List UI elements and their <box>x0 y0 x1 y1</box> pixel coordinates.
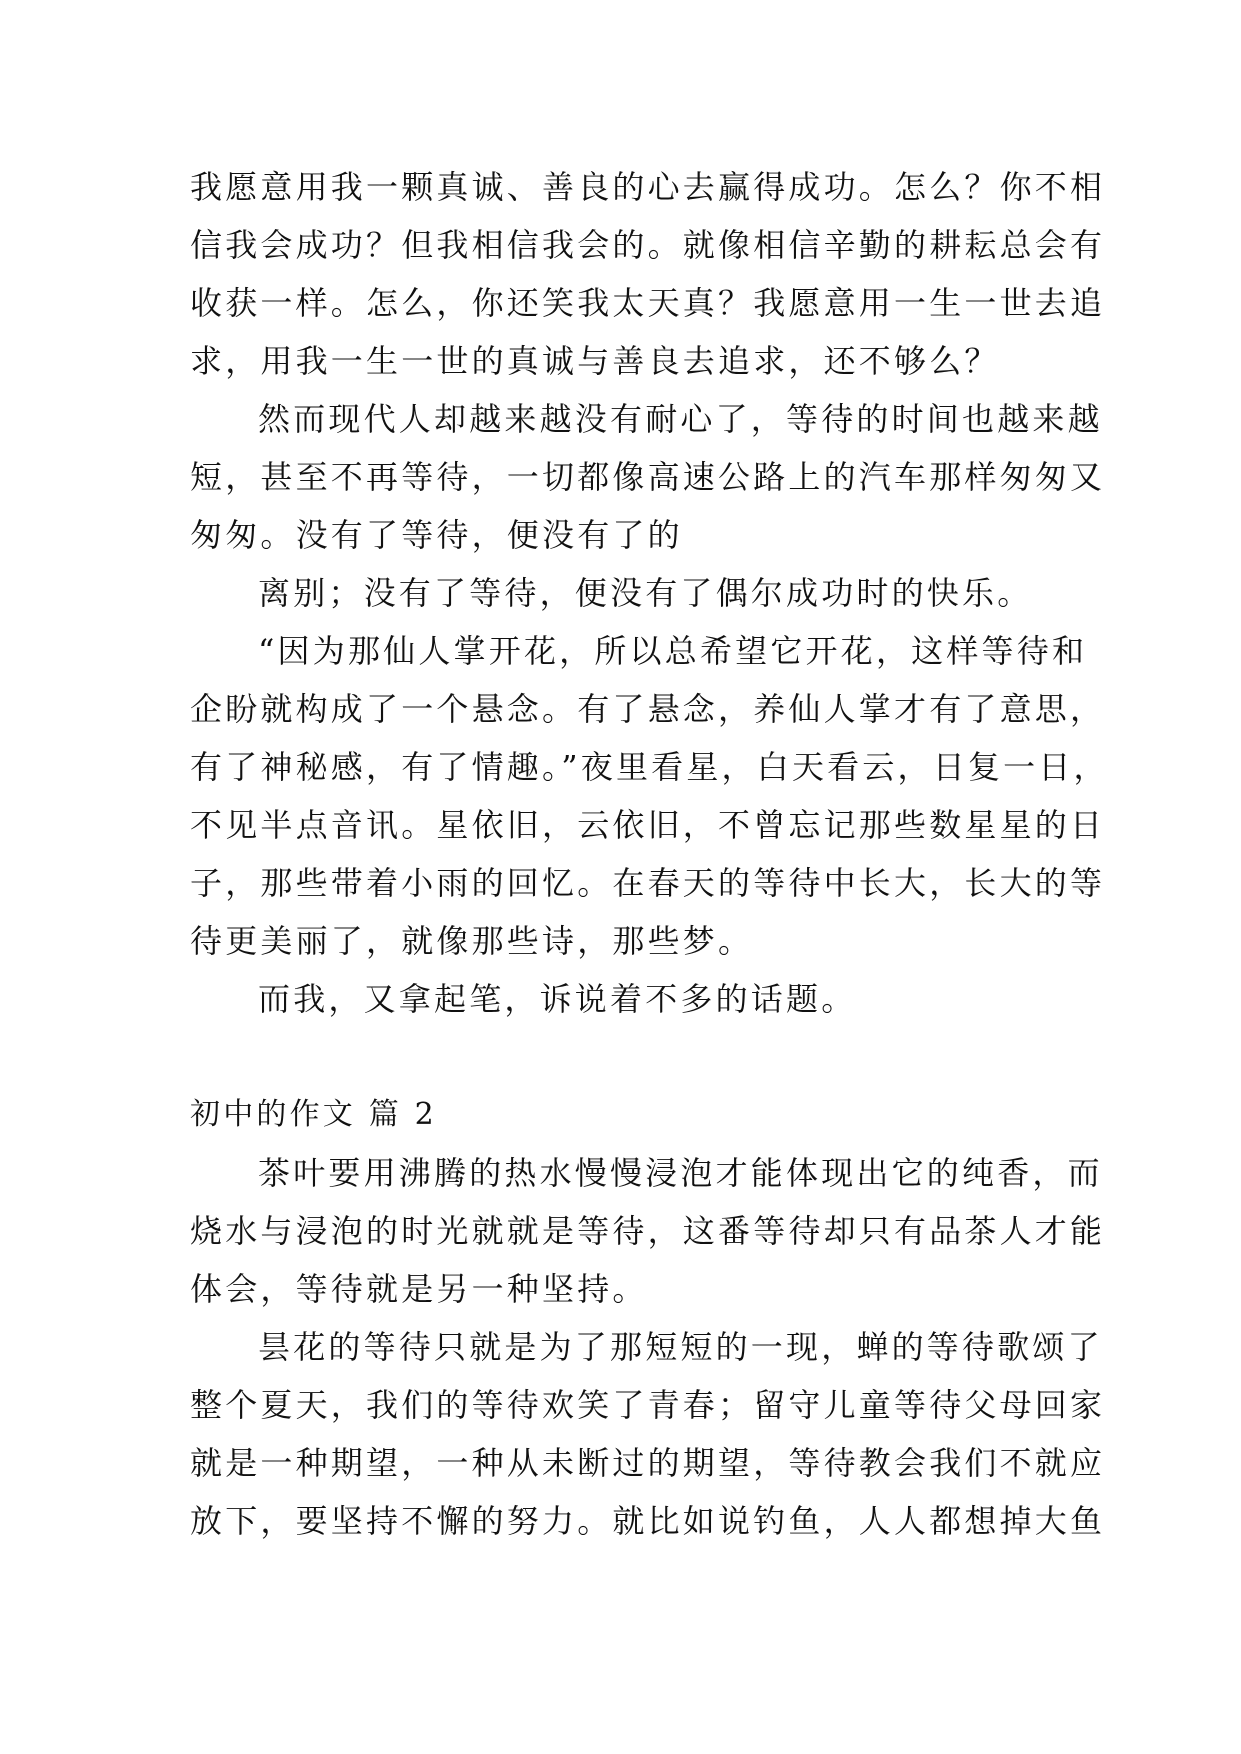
text-line: “因为那仙人掌开花，所以总希望它开花，这样等待和 <box>258 632 1088 670</box>
text-line: 子，那些带着小雨的回忆。在春天的等待中长大，长大的等 <box>190 864 1106 902</box>
text-line: 企盼就构成了一个悬念。有了悬念，养仙人掌才有了意思， <box>190 690 1106 728</box>
paragraph <box>190 390 1106 564</box>
paragraph <box>190 622 1109 970</box>
text-line: 信我会成功？但我相信我会的。就像相信辛勤的耕耘总会有 <box>190 226 1106 264</box>
text-line: 匆匆。没有了等待，便没有了的 <box>190 516 683 554</box>
text-line: 昙花的等待只就是为了那短短的一现，蝉的等待歌颂了 <box>258 1328 1103 1366</box>
text-line: 体会，等待就是另一种坚持。 <box>190 1270 648 1308</box>
text-line: 不见半点音讯。星依旧，云依旧，不曾忘记那些数星星的日 <box>190 806 1106 844</box>
text-line: 待更美丽了，就像那些诗，那些梦。 <box>190 922 754 960</box>
text-line: 就是一种期望，一种从未断过的期望，等待教会我们不就应 <box>190 1444 1106 1482</box>
text-line: 整个夏天，我们的等待欢笑了青春；留守儿童等待父母回家 <box>190 1386 1106 1424</box>
text-line: 放下，要坚持不懈的努力。就比如说钓鱼，人人都想掉大鱼 <box>190 1502 1106 1540</box>
text-line: 有了神秘感，有了情趣。”夜里看星，白天看云，日复一日， <box>190 748 1109 786</box>
section-heading: 初中的作文 篇 2 <box>190 1097 437 1132</box>
paragraph <box>190 158 1106 390</box>
text-line: 求，用我一生一世的真诚与善良去追求，还不够么？ <box>190 342 1000 380</box>
text-line: 而我，又拿起笔，诉说着不多的话题。 <box>258 980 857 1018</box>
text-line: 茶叶要用沸腾的热水慢慢浸泡才能体现出它的纯香，而 <box>258 1154 1103 1192</box>
paragraph <box>190 564 1062 622</box>
paragraph <box>190 1318 1106 1550</box>
paragraph <box>190 970 1062 1028</box>
paragraph <box>190 1144 1106 1318</box>
section-spacer <box>190 1028 1062 1086</box>
text-line: 离别；没有了等待，便没有了偶尔成功时的快乐。 <box>258 574 1033 612</box>
text-line: 短，甚至不再等待，一切都像高速公路上的汽车那样匆匆又 <box>190 458 1106 496</box>
text-line: 我愿意用我一颗真诚、善良的心去赢得成功。怎么？你不相 <box>190 168 1106 206</box>
document-body <box>190 158 1109 1550</box>
text-line: 然而现代人却越来越没有耐心了，等待的时间也越来越 <box>258 400 1103 438</box>
text-line: 烧水与浸泡的时光就就是等待，这番等待却只有品茶人才能 <box>190 1212 1106 1250</box>
text-line: 收获一样。怎么，你还笑我太天真？我愿意用一生一世去追 <box>190 284 1106 322</box>
